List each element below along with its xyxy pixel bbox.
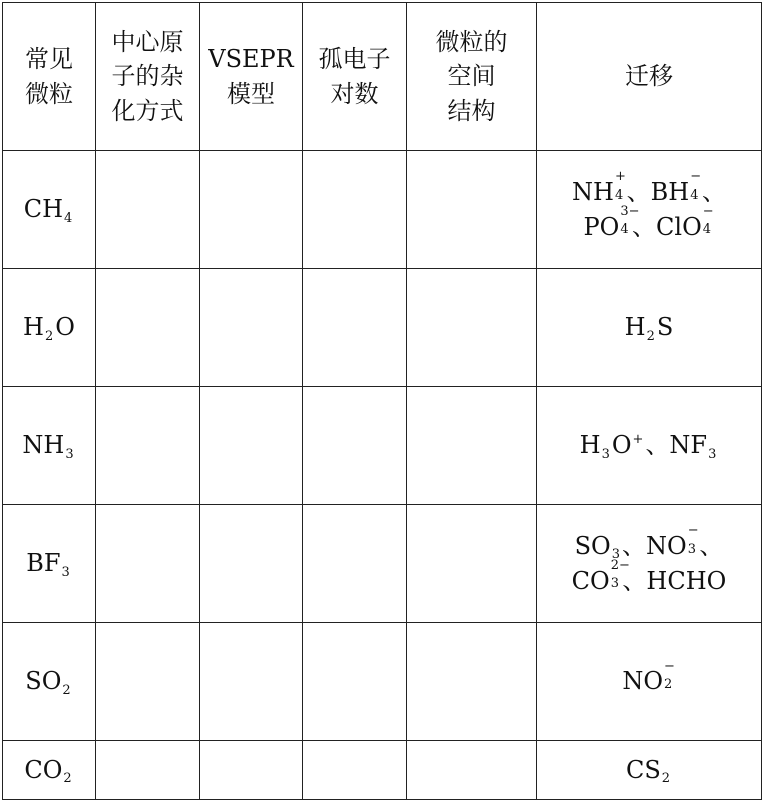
subscript: 3 [610,576,619,592]
particle-formula [24,755,73,787]
subscript: 4 [702,222,712,238]
subscript: 2 [62,682,71,698]
particle-formula [26,549,72,580]
particle-formula [23,195,75,226]
particle-cell [3,741,96,800]
formula-text: 、NO [622,531,687,560]
transfer-line [537,658,761,699]
blank-answer-cell [200,623,303,741]
superscript: + [632,432,644,448]
formula-text: 、HCHO [622,566,727,595]
particle-cell [3,151,96,269]
sub-sup [610,558,630,592]
particle-cell [3,387,96,505]
header-line: 微粒 [25,79,73,108]
blank-answer-cell [303,623,407,741]
superscript: − [664,658,675,674]
header-text [25,42,73,110]
subscript: 3 [61,564,70,580]
blank-answer-cell [96,505,200,623]
blank-answer-cell [303,741,407,800]
table-row [3,269,762,387]
blank-answer-cell [200,505,303,623]
header-cell-particle [3,3,96,151]
hybridization-table [2,2,762,800]
subscript: 4 [690,187,699,203]
formula-text: CS [625,755,661,784]
subscript: 3 [601,446,610,462]
header-line: 子的杂 [111,62,184,91]
blank-answer-cell [407,151,537,269]
header-line: 模型 [226,79,275,108]
header-line: 中心原 [111,28,184,57]
subscript: 2 [63,771,72,787]
formula-text: SO [574,531,611,560]
formula-text: H [624,313,646,342]
superscript: − [702,204,714,220]
header-cell-vsepr [200,3,303,151]
formula-text: 、BH [626,177,690,206]
header-text [436,25,508,127]
particle-cell [3,269,96,387]
blank-answer-cell [303,269,407,387]
blank-answer-cell [200,741,303,800]
transfer-line [537,428,761,463]
sub-sup [687,523,700,557]
transfer-cell [537,741,762,800]
formula-text: H [579,431,601,460]
superscript: 2− [610,558,630,574]
header-line: 微粒的 [435,28,508,57]
blank-answer-cell [303,505,407,623]
header-cell-transfer [537,3,762,151]
transfer-line [537,753,761,788]
header-text [112,25,184,127]
blank-answer-cell [96,387,200,505]
superscript: 3− [620,204,640,220]
transfer-cell [537,623,762,741]
blank-answer-cell [96,741,200,800]
subscript: 3 [708,446,717,462]
formula-text: 、 [701,177,726,206]
particle-formula [25,667,72,698]
subscript: 4 [64,210,73,226]
header-line: 结构 [447,96,496,125]
formula-text: PO [583,212,620,241]
transfer-line [537,310,761,345]
formula-text: CH [23,195,63,224]
formula-text: 、ClO [632,212,702,241]
blank-answer-cell [407,505,537,623]
header-cell-hybridization [96,3,200,151]
header-cell-structure [407,3,537,151]
transfer-cell [537,151,762,269]
table-row [3,623,762,741]
transfer-line [537,169,761,210]
blank-answer-cell [407,387,537,505]
subscript: 3 [611,547,621,563]
formula-text: 、 [699,531,724,560]
formula-text: H [23,313,44,342]
subscript: 4 [620,222,629,238]
table-body [3,3,762,800]
header-line: 化方式 [111,96,184,125]
table-row [3,387,762,505]
particle-formula [23,313,75,344]
formula-text: CO [571,566,610,595]
particle-formula [22,431,75,462]
formula-text: CO [24,755,63,784]
header-cell-lone-pairs [303,3,407,151]
blank-answer-cell [96,269,200,387]
blank-answer-cell [200,387,303,505]
subscript: 2 [44,328,54,344]
transfer-line [537,204,761,245]
blank-answer-cell [407,741,537,800]
blank-answer-cell [200,151,303,269]
header-text [625,59,673,93]
blank-answer-cell [96,151,200,269]
formula-text: 、NF [645,431,708,460]
header-line: 孤电子 [318,45,391,74]
formula-text: BF [26,549,61,578]
superscript: − [690,169,702,185]
formula-text: O [55,313,75,342]
header-line: 空间 [447,62,496,91]
blank-answer-cell [96,623,200,741]
particle-cell [3,505,96,623]
header-text [208,42,294,110]
formula-text: S [656,313,674,342]
subscript: 4 [614,187,624,203]
subscript: 3 [687,541,696,557]
transfer-line [537,523,761,564]
transfer-cell [537,387,762,505]
formula-text: O [611,431,632,460]
transfer-cell [537,505,762,623]
formula-text: NH [572,177,614,206]
formula-text: NH [22,431,65,460]
header-line: 迁移 [625,62,673,91]
subscript: 2 [664,677,673,693]
particle-cell [3,623,96,741]
header-row [3,3,762,151]
header-text [319,42,391,110]
formula-text: NO [622,667,663,696]
sub-sup [690,169,702,203]
header-line: 常见 [25,45,73,74]
transfer-line [537,558,761,599]
subscript: 2 [661,771,671,787]
formula-text: SO [25,667,62,696]
table-row [3,151,762,269]
header-line: VSEPR [208,45,294,74]
superscript: − [687,523,699,539]
subscript: 3 [65,446,74,462]
table-row [3,505,762,623]
blank-answer-cell [407,269,537,387]
table-row [3,741,762,800]
sub-sup [664,658,676,693]
transfer-cell [537,269,762,387]
sub-sup [702,204,715,238]
superscript: + [614,169,626,185]
blank-answer-cell [200,269,303,387]
header-line: 对数 [330,79,379,108]
blank-answer-cell [303,151,407,269]
subscript: 2 [646,328,655,344]
blank-answer-cell [407,623,537,741]
sub-sup [620,204,640,238]
blank-answer-cell [303,387,407,505]
sub-sup [614,169,627,203]
